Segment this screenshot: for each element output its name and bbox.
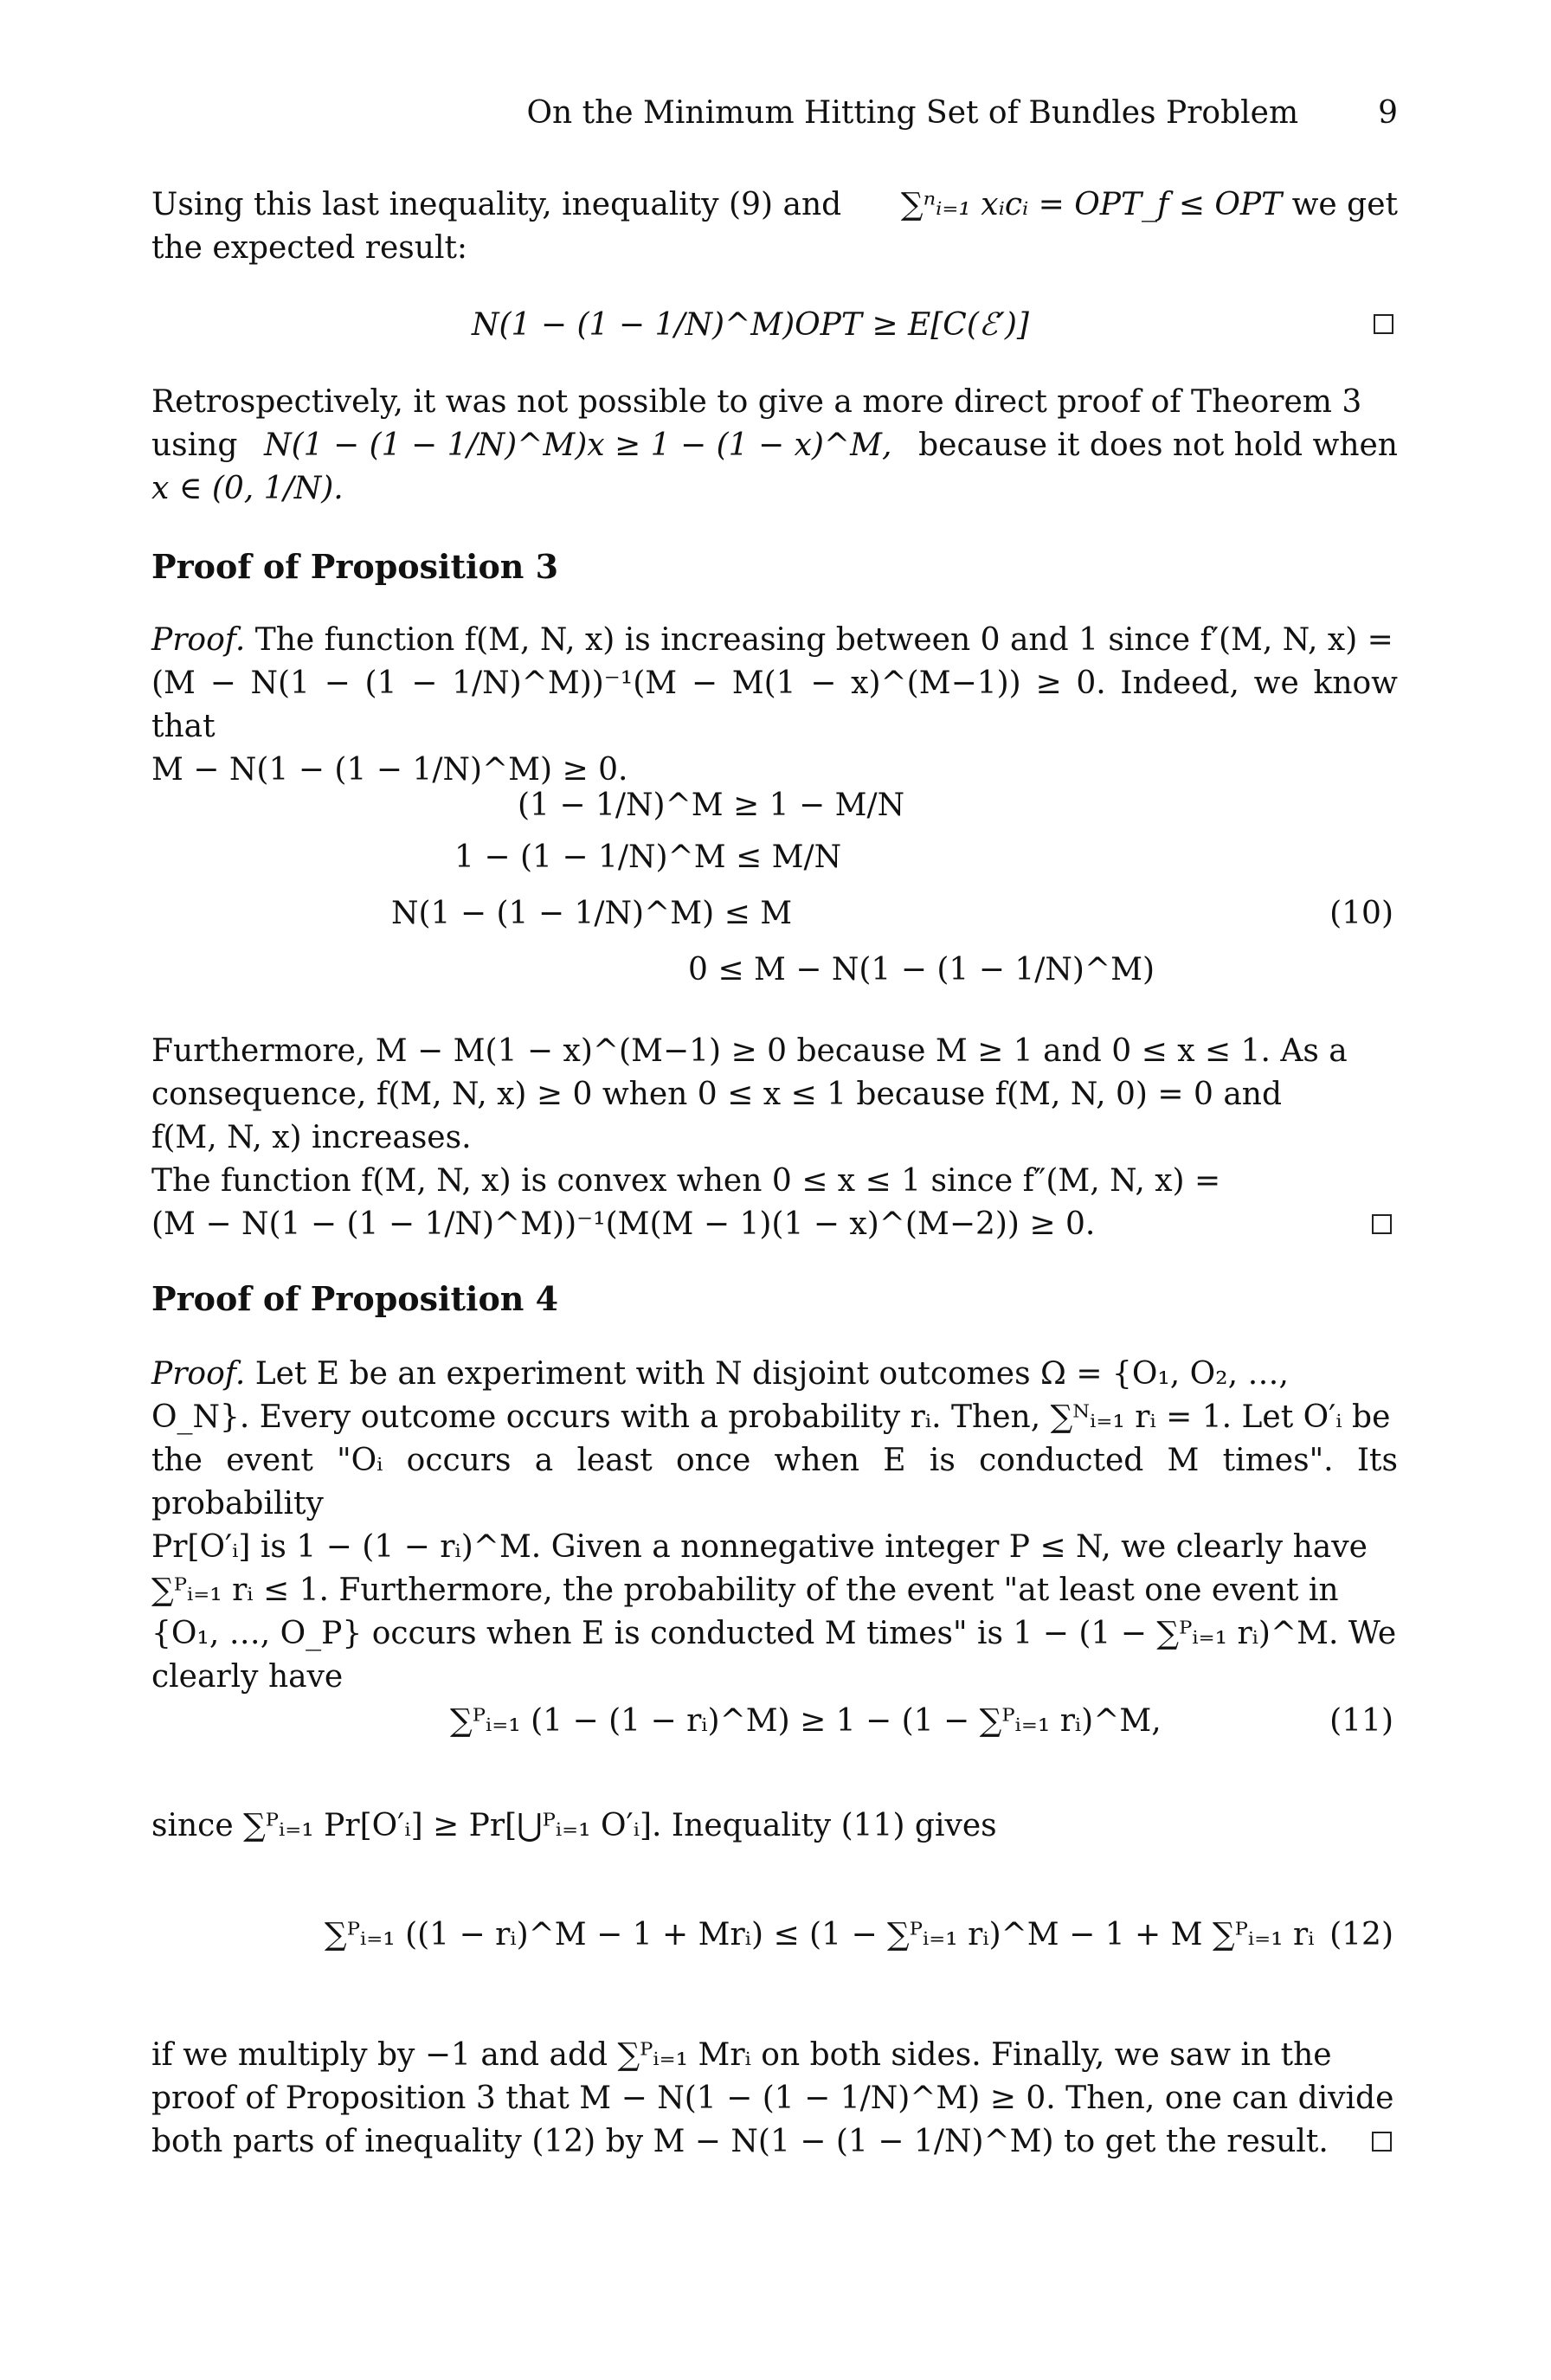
qed-square-icon	[1372, 2132, 1392, 2152]
equation-12: ∑ᴾᵢ₌₁ ((1 − rᵢ)^M − 1 + Mrᵢ) ≤ (1 − ∑ᴾᵢ₌₁ rᵢ)^M − 1 + M ∑ᴾᵢ₌₁ rᵢ	[325, 1917, 1315, 1952]
prop3-line1: The function f(M, N, x) is increasing between 0 and 1 since f′(M, N, x) =	[254, 622, 1393, 658]
prop3-line2: (M − N(1 − (1 − 1/N)^M))⁻¹(M − M(1 − x)^(M−1)) ≥ 0. Indeed, we know that	[151, 666, 1398, 744]
qed-square-icon	[1374, 314, 1393, 334]
equation-11: ∑ᴾᵢ₌₁ (1 − (1 − rᵢ)^M) ≥ 1 − (1 − ∑ᴾᵢ₌₁ rᵢ)^M,	[450, 1703, 1162, 1739]
result-equation: N(1 − (1 − 1/N)^M)OPT ≥ E[C(ℰ′)]	[472, 307, 1029, 343]
prop4-line: clearly have	[151, 1659, 344, 1695]
retro-line1: Retrospectively, it was not possible to give a more direct proof of Theorem 3	[151, 384, 1362, 420]
qed-square-icon	[1372, 1214, 1392, 1234]
retro-paragraph	[151, 381, 1398, 511]
prop3-p3-line1: The function f(M, N, x) is convex when 0 ≤ x ≤ 1 since f″(M, N, x) =	[151, 1163, 1221, 1199]
intro-sum-expr: ∑ⁿᵢ₌₁ xᵢcᵢ = OPT_f ≤ OPT	[900, 187, 1283, 222]
proof-label: Proof.	[151, 1356, 246, 1392]
prop4-line: ∑ᴾᵢ₌₁ rᵢ ≤ 1. Furthermore, the probability of the event "at least one event in	[151, 1573, 1339, 1608]
prop3-p2-line1: Furthermore, M − M(1 − x)^(M−1) ≥ 0 because M ≥ 1 and 0 ≤ x ≤ 1. As a	[151, 1033, 1348, 1069]
retro-line3-expr: x ∈ (0, 1/N).	[151, 471, 344, 506]
section-heading-prop3: Proof of Proposition 3	[151, 547, 559, 586]
prop4-line: Let E be an experiment with N disjoint outcomes Ω = {O₁, O₂, …,	[254, 1356, 1289, 1392]
prop3-paragraph2	[151, 1030, 1398, 1246]
intro-line1: Using this last inequality, inequality (9) and	[151, 187, 842, 222]
prop4-final-line: proof of Proposition 3 that M − N(1 − (1 − 1/N)^M) ≥ 0. Then, one can divide	[151, 2081, 1394, 2116]
eq10-line: (1 − 1/N)^M ≥ 1 − M/N	[518, 788, 905, 823]
prop4-line: O_N}. Every outcome occurs with a probability rᵢ. Then, ∑ᴺᵢ₌₁ rᵢ = 1. Let O′ᵢ be	[151, 1399, 1391, 1435]
prop4-paragraph1	[151, 1353, 1398, 1699]
intro-line2: the expected result:	[151, 230, 468, 266]
section-heading-prop4: Proof of Proposition 4	[151, 1279, 559, 1318]
retro-line2-expr: N(1 − (1 − 1/N)^M)x ≥ 1 − (1 − x)^M,	[264, 428, 892, 463]
eq10-line: 1 − (1 − 1/N)^M ≤ M/N	[454, 839, 842, 875]
equation-number-12: (12)	[1329, 1917, 1393, 1952]
prop3-p2-line3: f(M, N, x) increases.	[151, 1120, 472, 1155]
proof-label: Proof.	[151, 622, 246, 658]
prop4-final-paragraph	[151, 2034, 1398, 2164]
running-title: On the Minimum Hitting Set of Bundles Problem	[526, 95, 1299, 131]
equation-number-10: (10)	[1329, 896, 1393, 931]
eq10-line: N(1 − (1 − 1/N)^M) ≤ M	[391, 896, 793, 931]
retro-line2-a: using	[151, 428, 238, 463]
intro-paragraph	[151, 183, 1398, 270]
prop4-line: the event "Oᵢ occurs a least once when E is conducted M times". Its probability	[151, 1443, 1398, 1521]
running-header	[151, 95, 1398, 131]
prop4-final-line: both parts of inequality (12) by M − N(1 − (1 − 1/N)^M) to get the result.	[151, 2124, 1329, 2159]
prop3-line3: M − N(1 − (1 − 1/N)^M) ≥ 0.	[151, 752, 628, 788]
equation-number-11: (11)	[1329, 1703, 1393, 1739]
page-number: 9	[1378, 95, 1398, 131]
prop4-line: {O₁, …, O_P} occurs when E is conducted M times" is 1 − (1 − ∑ᴾᵢ₌₁ rᵢ)^M. We	[151, 1616, 1397, 1651]
prop3-p3-line2: (M − N(1 − (1 − 1/N)^M))⁻¹(M(M − 1)(1 − x)^(M−2)) ≥ 0.	[151, 1206, 1096, 1242]
retro-line2-b: because it does not hold when	[918, 428, 1398, 463]
prop4-since-line: since ∑ᴾᵢ₌₁ Pr[O′ᵢ] ≥ Pr[⋃ᴾᵢ₌₁ O′ᵢ]. Inequality (11) gives	[151, 1808, 997, 1843]
intro-line1-end: we get	[1291, 187, 1398, 222]
prop4-line: Pr[O′ᵢ] is 1 − (1 − rᵢ)^M. Given a nonnegative integer P ≤ N, we clearly have	[151, 1529, 1368, 1565]
prop3-p2-line2: consequence, f(M, N, x) ≥ 0 when 0 ≤ x ≤ 1 because f(M, N, 0) = 0 and	[151, 1077, 1283, 1112]
prop4-final-line: if we multiply by −1 and add ∑ᴾᵢ₌₁ Mrᵢ on both sides. Finally, we saw in the	[151, 2037, 1332, 2073]
prop3-paragraph1	[151, 619, 1398, 792]
eq10-line: 0 ≤ M − N(1 − (1 − 1/N)^M)	[688, 952, 1155, 987]
